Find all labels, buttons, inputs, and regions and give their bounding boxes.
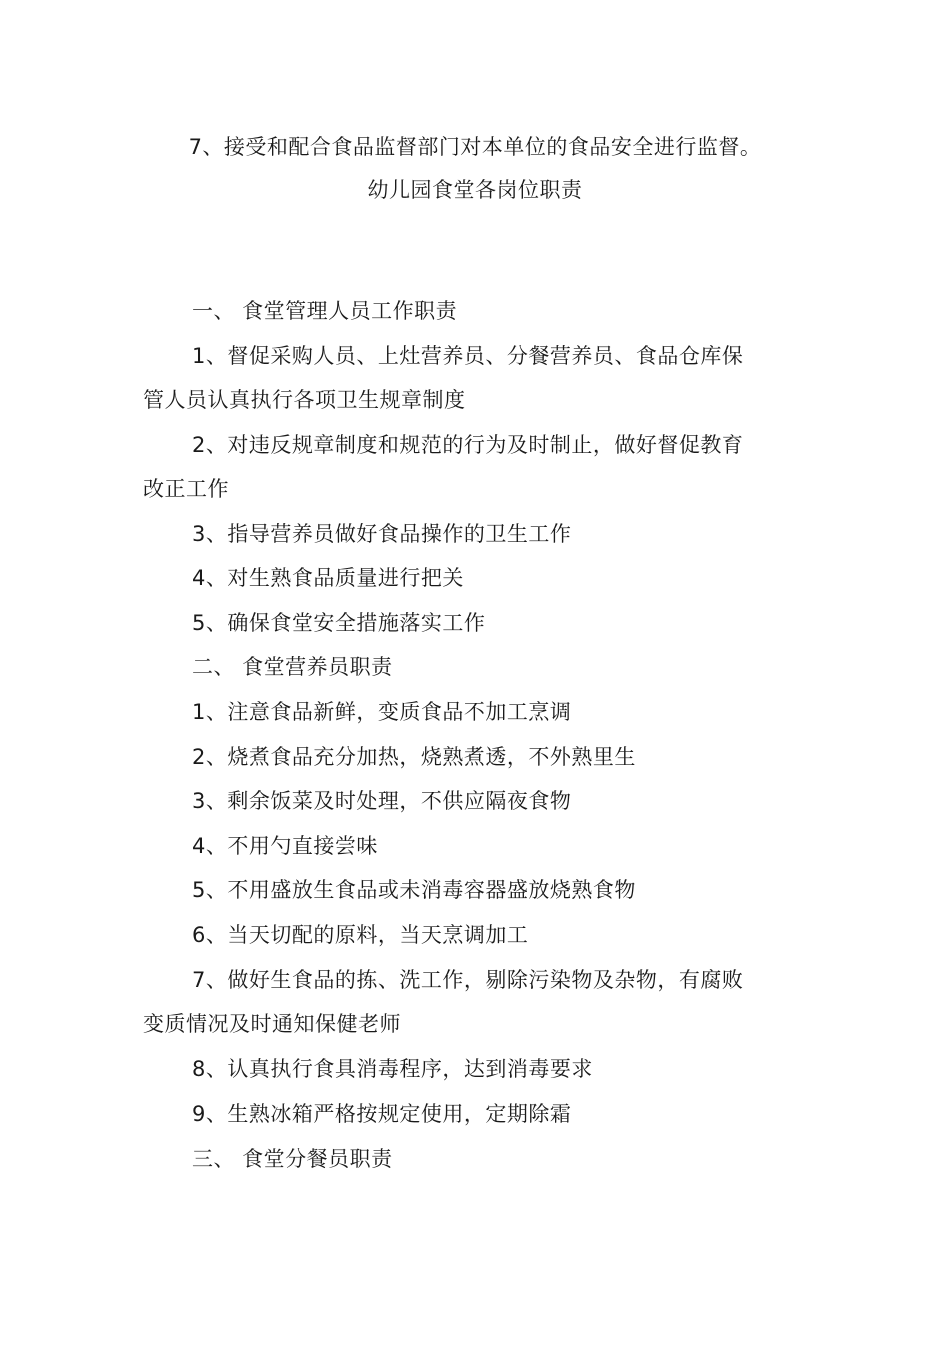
list-item: 2、对违反规章制度和规范的行为及时制止，做好督促教育 <box>192 433 744 457</box>
list-item-continuation: 管人员认真执行各项卫生规章制度 <box>143 388 466 412</box>
list-item-continuation: 变质情况及时通知保健老师 <box>143 1012 401 1036</box>
section-heading-serving-staff: 三、 食堂分餐员职责 <box>192 1147 393 1171</box>
list-item: 2、烧煮食品充分加热，烧熟煮透，不外熟里生 <box>192 745 636 769</box>
list-item: 3、剩余饭菜及时处理，不供应隔夜食物 <box>192 789 572 813</box>
list-item: 6、当天切配的原料，当天烹调加工 <box>192 923 529 947</box>
page-title: 幼儿园食堂各岗位职责 <box>367 178 583 202</box>
list-item: 8、认真执行食具消毒程序，达到消毒要求 <box>192 1057 593 1081</box>
list-item: 9、生熟冰箱严格按规定使用，定期除霜 <box>192 1102 572 1126</box>
list-item: 1、注意食品新鲜，变质食品不加工烹调 <box>192 700 572 724</box>
list-item: 4、不用勺直接尝味 <box>192 834 378 858</box>
list-item: 4、对生熟食品质量进行把关 <box>192 566 464 590</box>
list-item: 5、确保食堂安全措施落实工作 <box>192 611 486 635</box>
list-item: 5、不用盛放生食品或未消毒容器盛放烧熟食物 <box>192 878 636 902</box>
section-heading-management: 一、 食堂管理人员工作职责 <box>192 299 458 323</box>
list-item-continuation: 改正工作 <box>143 477 229 501</box>
intro-line: 7、接受和配合食品监督部门对本单位的食品安全进行监督。 <box>188 135 762 159</box>
list-item: 7、做好生食品的拣、洗工作，剔除污染物及杂物，有腐败 <box>192 968 744 992</box>
section-heading-nutrition-staff: 二、 食堂营养员职责 <box>192 655 393 679</box>
list-item: 1、督促采购人员、上灶营养员、分餐营养员、食品仓库保 <box>192 344 744 368</box>
list-item: 3、指导营养员做好食品操作的卫生工作 <box>192 522 572 546</box>
